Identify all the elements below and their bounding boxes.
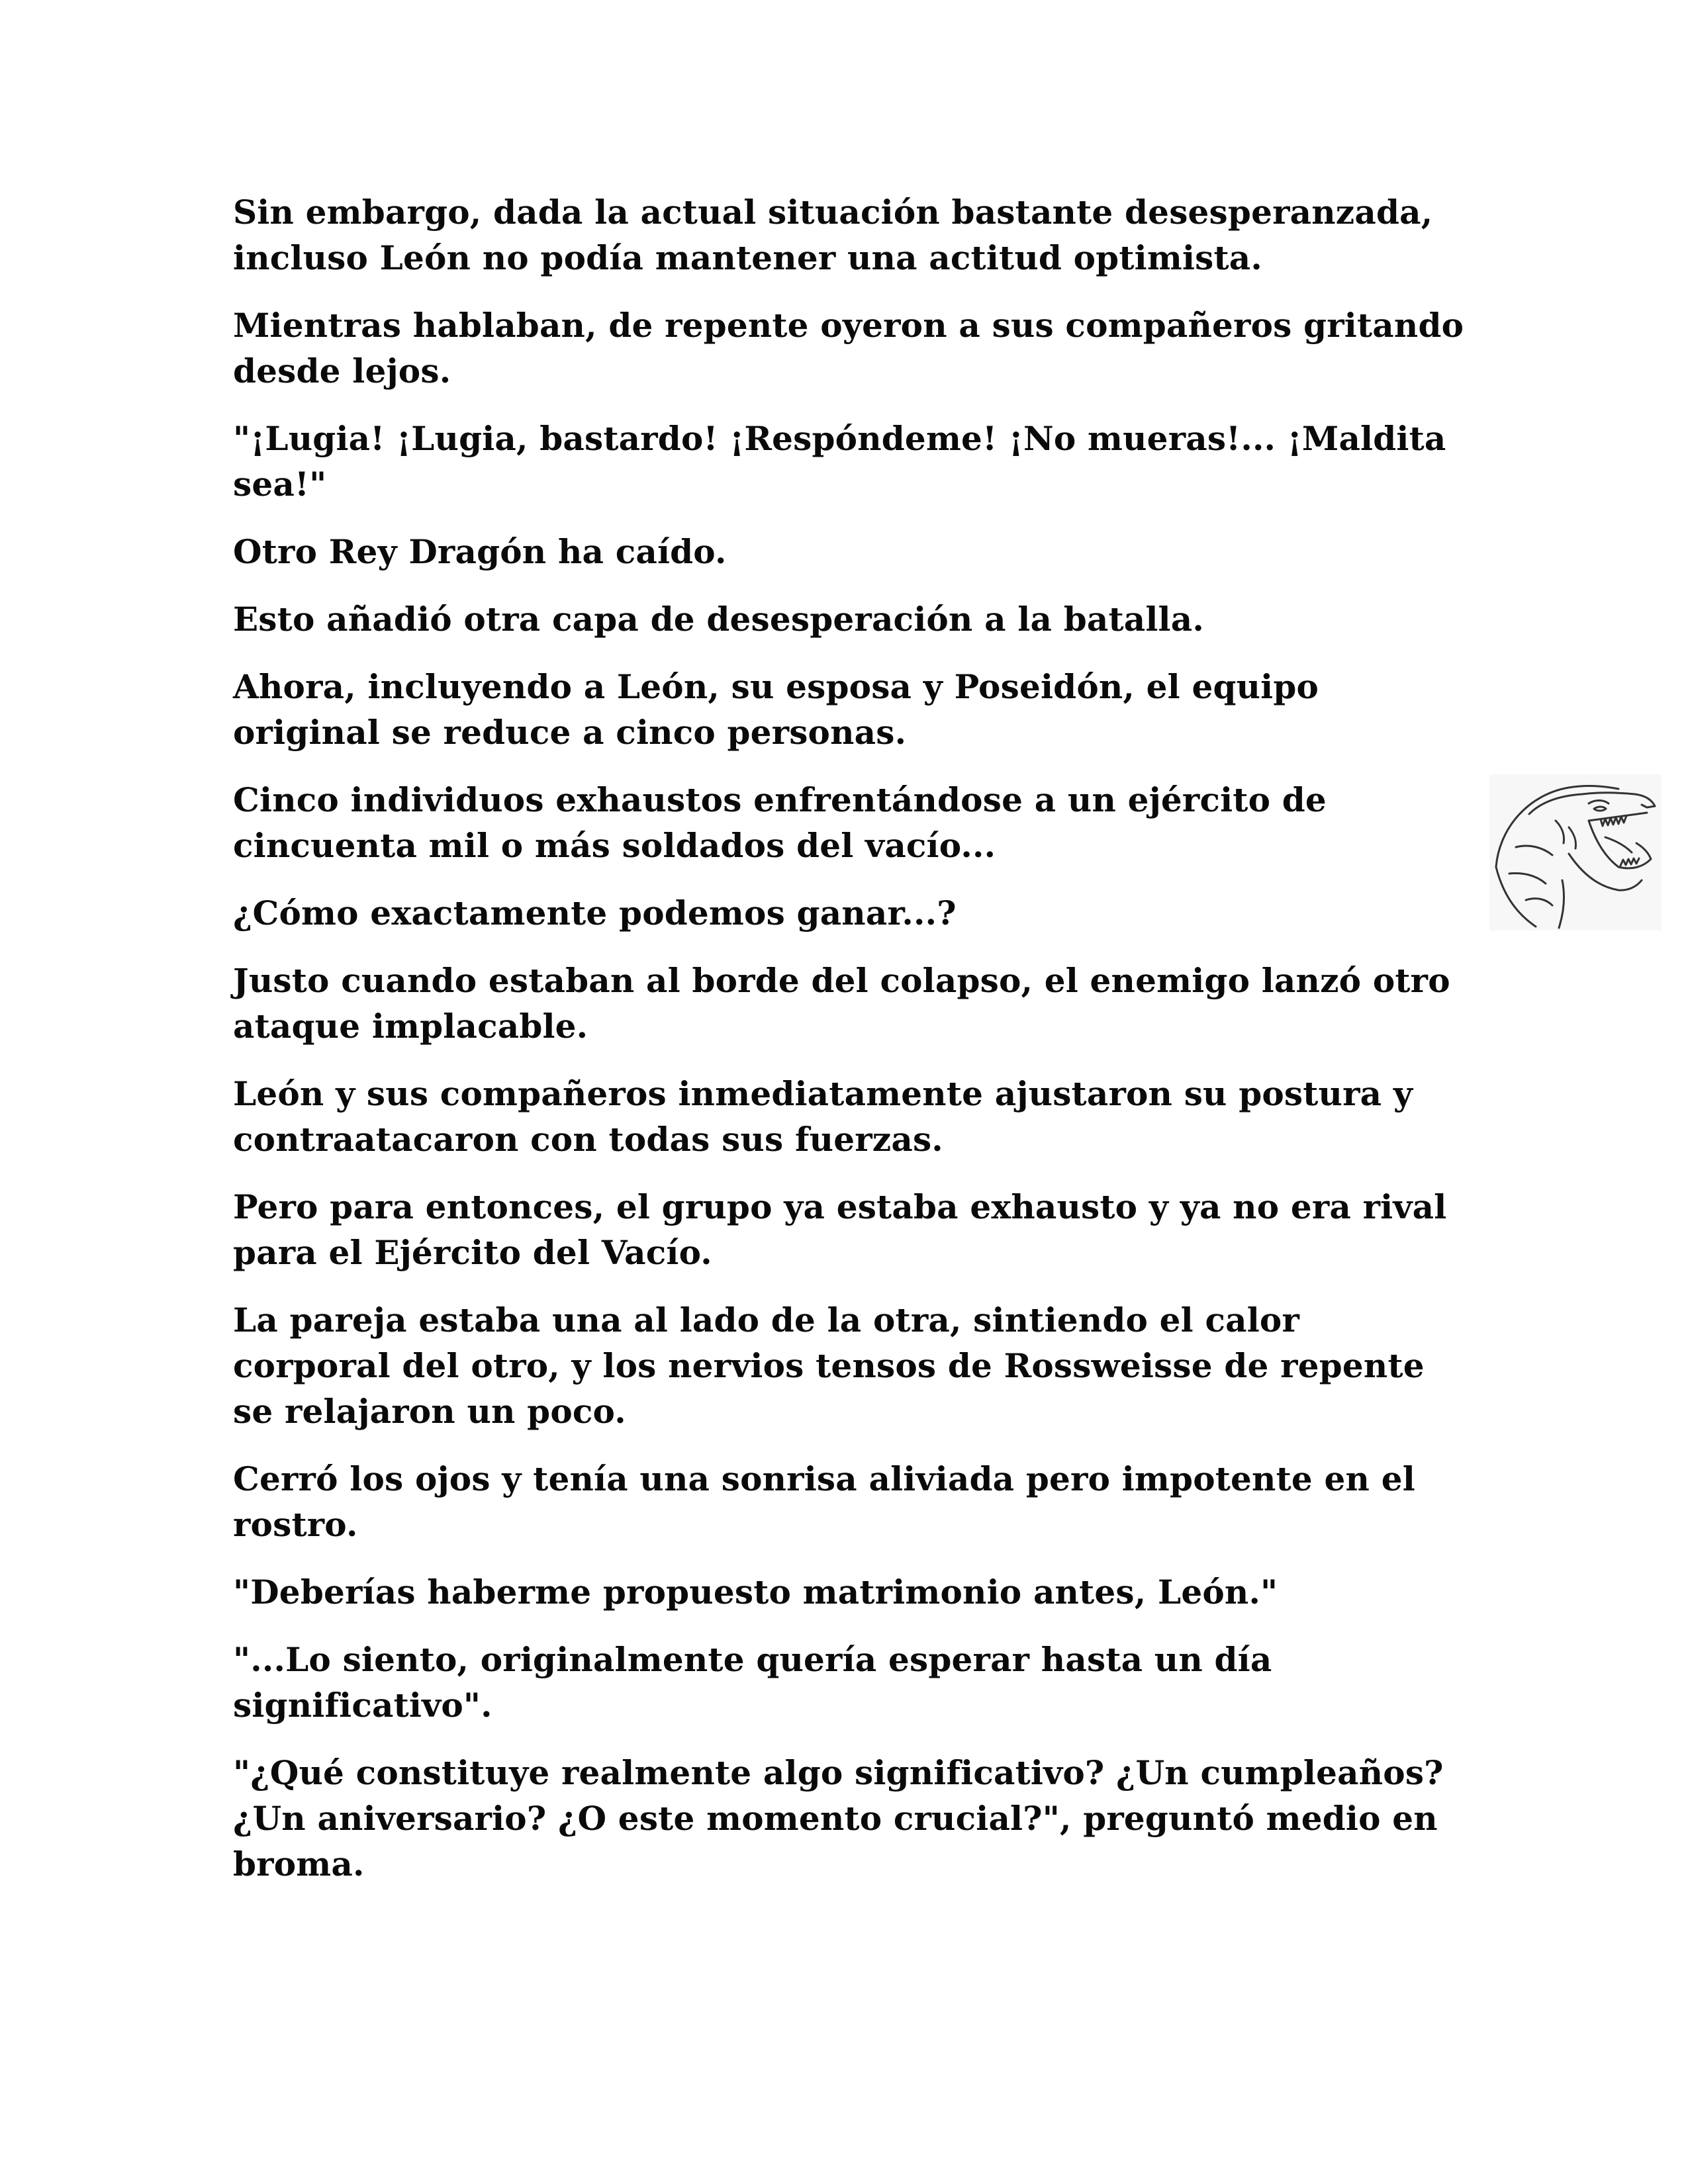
paragraph-10: León y sus compañeros inmediatamente ajustaron su postura y contraatacaron con todas sus fuerzas. [233,1074,1413,1159]
paragraph-14: "Deberías haberme propuesto matrimonio antes, León." [233,1572,1278,1612]
dinosaur-head-sketch-icon [1489,774,1662,931]
paragraph-5: Esto añadió otra capa de desesperación a la batalla. [233,600,1204,639]
paragraph-7: Cinco individuos exhaustos enfrentándose a un ejército de cincuenta mil o más soldados del vacío... [233,780,1327,865]
paragraph-16: "¿Qué constituye realmente algo significativo? ¿Un cumpleaños? ¿Un aniversario? ¿O este momento crucial?", preguntó medio en broma. [233,1753,1444,1884]
paragraph-13: Cerró los ojos y tenía una sonrisa aliviada pero impotente en el rostro. [233,1459,1415,1544]
paragraph-6: Ahora, incluyendo a León, su esposa y Poseidón, el equipo original se reduce a cinco personas. [233,667,1319,752]
paragraph-3: "¡Lugia! ¡Lugia, bastardo! ¡Respóndeme! ¡No mueras!... ¡Maldita sea!" [233,419,1446,504]
document-body [233,189,1464,1909]
paragraph-1: Sin embargo, dada la actual situación bastante desesperanzada, incluso León no podía mantener una actitud optimista. [233,193,1433,277]
paragraph-9: Justo cuando estaban al borde del colapso, el enemigo lanzó otro ataque implacable. [233,961,1450,1046]
paragraph-8: ¿Cómo exactamente podemos ganar...? [233,893,957,933]
paragraph-2: Mientras hablaban, de repente oyeron a sus compañeros gritando desde lejos. [233,306,1464,390]
paragraph-4: Otro Rey Dragón ha caído. [233,532,727,571]
paragraph-12: La pareja estaba una al lado de la otra, sintiendo el calor corporal del otro, y los nervios tensos de Rossweisse de repente se relajaron un poco. [233,1300,1425,1431]
paragraph-15: "...Lo siento, originalmente quería esperar hasta un día significativo". [233,1640,1272,1725]
paragraph-11: Pero para entonces, el grupo ya estaba exhausto y ya no era rival para el Ejército del Vacío. [233,1187,1447,1272]
